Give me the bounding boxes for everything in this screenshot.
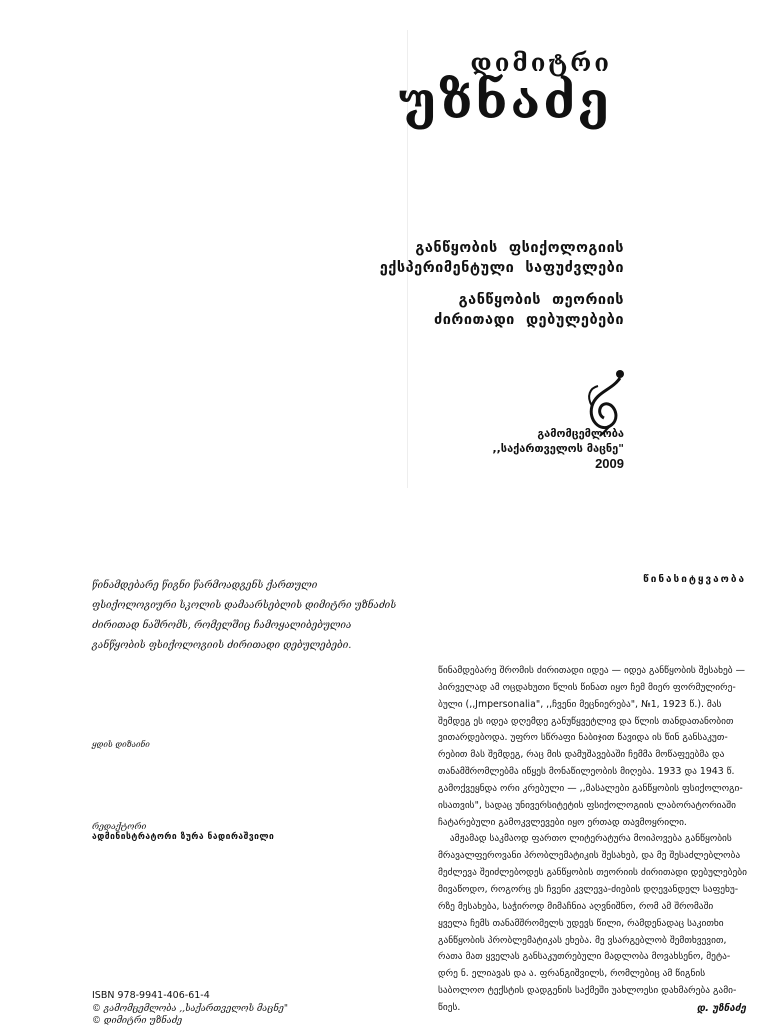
author-first-name: დიმიტრი bbox=[470, 48, 612, 77]
publication-year: 2009 bbox=[595, 456, 624, 471]
preface-signature: დ. უზნაძე bbox=[696, 1003, 746, 1014]
isbn: ISBN 978-9941-406-61-4 bbox=[92, 990, 210, 1001]
preface-body: წინამდებარე შრომის ძირითადი იდეა — იდეა განწყობის შესახებ — პირველად ამ ოცდახუთი წლის წინათ იყო ჩემ მიერ ფორმულირე- ბული (,,Jmpersonalia", ,,ჩვენი მეცნიერება", №1, 1923 წ.). მას შემდეგ ეს იდეა დღემდე განუწყვეტლივ და წლის თანდათანობით ვითარდებოდა. უფრო სწრაფი ნაბიჯით წავიდა ის წინ განსაკუთ- რებით მას შემდეგ, რაც მის დამუშავებაში ჩემმა მოწაფეებმა და თანამშრომლებმა იწყეს მონაწილეობის მიღება. 1933 და 1943 წ. გამოქვეყნდა ორი კრებული — ,,მასალები განწყობის ფსიქოლოგი- ისათვის", სადაც უნივერსიტეტის ფსიქოლოგიის ლაბორატორიაში ჩატარებული გამოკვლევები იყო ერთად თავმოყრილი. ამჟამად საკმაოდ ფართო ლიტერატურა მოიპოვება განწყობის მრავალფეროვანი პრობლემატიკის შესახებ, და მე შესაძლებლობა მეძლევა შეიძლებოდეს განწყობის თეორიის ძირითადი დებულებები მივაწოდო, როგორც ეს ჩვენი კვლევა-ძიების დღევანდელ საფეხუ- რზე მესახება, საჭიროდ მიმაჩნია აღვნიშნო, რომ ამ შრომაში ყველა ჩემს თანამშრომელს უდევს წილი, რამდენადაც საკითხი განწყობის პრობლემატიკას ეხება. მე ვსარგებლობ შემთხვევით, რათა მათ ყველას განსაკუთრებული მადლობა მოვახსენო, მეტა- დრე ნ. ელიავას და ა. ფრანგიშვილს, რომლებიც ამ წიგნის საბოლოო ტექსტის დადგენის საქმეში უახლოესი დახმარება გამი- წიეს. bbox=[438, 665, 747, 1013]
copyright-author: © დიმიტრი უზნაძე bbox=[92, 1016, 183, 1026]
editor-label: რედაქტორი bbox=[92, 822, 147, 832]
preface-title: წინასიტყვაობა bbox=[643, 574, 746, 585]
publisher-label: გამომცემლობა bbox=[537, 427, 624, 440]
book-annotation: წინამდებარე წიგნი წარმოადგენს ქართული ფსიქოლოგიური სკოლის დამაარსებლის დიმიტრი უზნაძის ძირითად ნაშრომს, რომელშიც ჩამოყალიბებულია განწყობის ფსიქოლოგიის ძირითადი დებულებები. bbox=[92, 580, 397, 651]
author-last-name: უზნაძე bbox=[398, 71, 612, 130]
cover-title-2: განწყობის თეორიის ძირითადი დებულებები bbox=[434, 292, 624, 328]
cover-title-1: განწყობის ფსიქოლოგიის ექსპერიმენტული საფუძვლები bbox=[379, 240, 624, 276]
publisher-name: ,,საქართველოს მაცნე" bbox=[492, 442, 624, 455]
editor-name: ადმინისტრატორი ზურა ნადირაშვილი bbox=[92, 832, 275, 842]
book-cover bbox=[379, 30, 648, 488]
cover-design-label: ყდის დიზაინი bbox=[92, 740, 150, 749]
copyright-publisher: © გამომცემლობა ,,საქართველოს მაცნე" bbox=[92, 1004, 289, 1014]
publisher-block bbox=[492, 426, 624, 471]
